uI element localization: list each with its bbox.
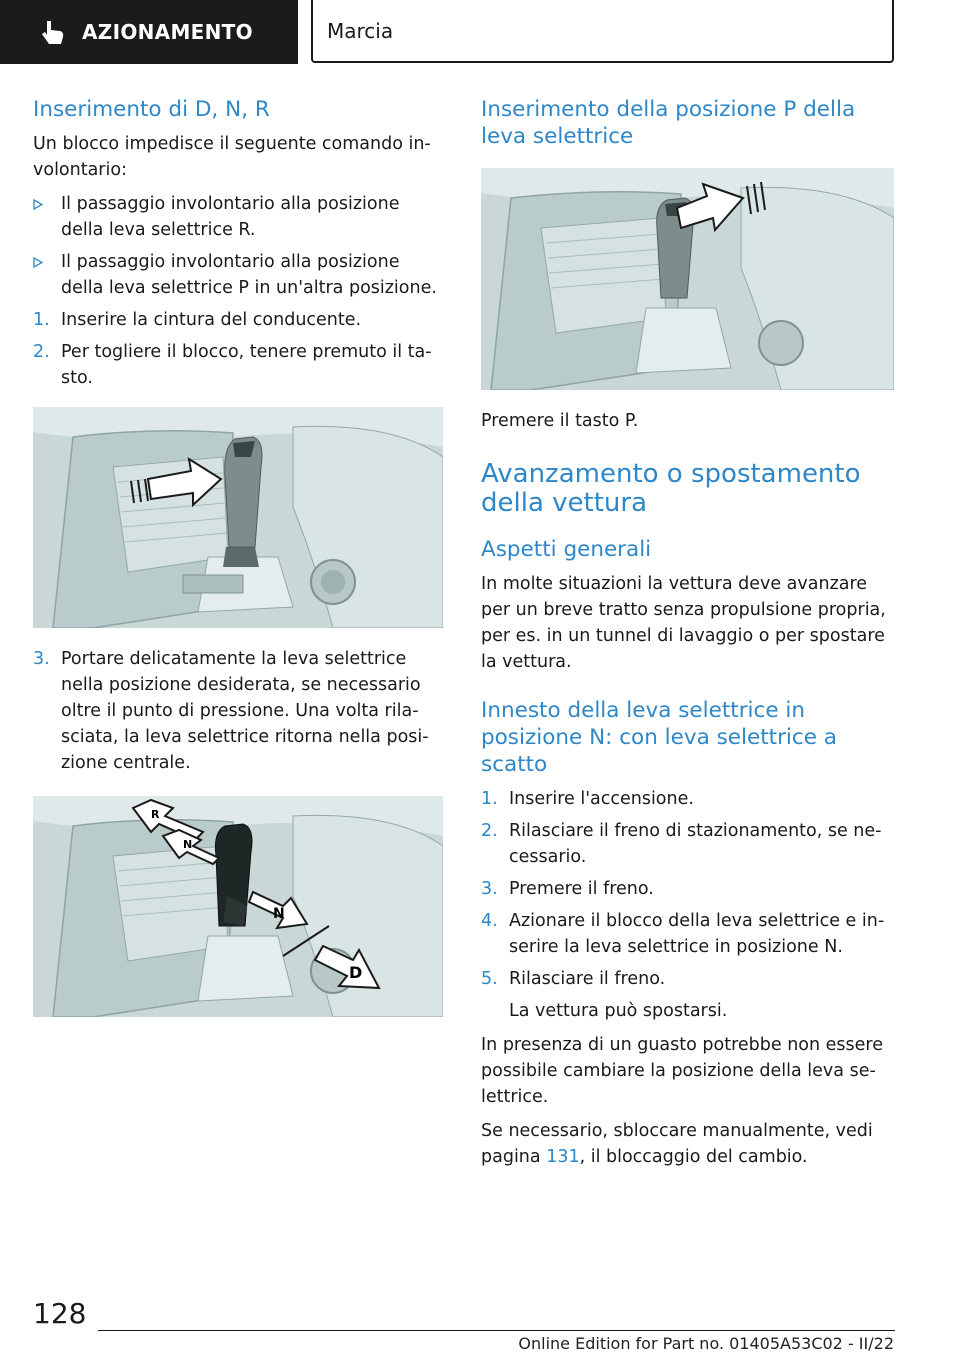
figure-button-p <box>481 168 894 390</box>
triangle-bullet-icon <box>33 249 61 301</box>
page-number: 128 <box>33 1297 87 1330</box>
list-item <box>33 249 443 301</box>
triangle-bullet-icon <box>33 191 61 243</box>
label-n-up: N <box>183 838 193 851</box>
left-column <box>33 96 443 1035</box>
heading-vehicle-moving: Avanzamento o spostamento della vettura <box>481 459 861 518</box>
label-d: D <box>349 963 363 982</box>
step-item <box>481 786 894 812</box>
manual-text-post: , il bloccaggio del cambio. <box>579 1147 808 1167</box>
page-link[interactable]: 131 <box>546 1147 580 1167</box>
header-section-tab <box>0 0 298 64</box>
heading-dnr: Inserimento di D, N, R <box>33 97 270 122</box>
step-number: 3. <box>33 649 50 669</box>
section-title: AZIONAMENTO <box>82 20 253 44</box>
step-text: Inserire la cintura del conducente. <box>61 310 362 330</box>
step-text: Azionare il blocco della leva selettrice e in-serire la leva selettrice in posizione N. <box>509 911 885 957</box>
chapter-title: Marcia <box>327 18 394 43</box>
step-sub-text: La vettura può spostarsi. <box>509 1001 728 1021</box>
footer-edition: Online Edition for Part no. 01405A53C02 - II/22 <box>518 1334 894 1353</box>
caption-press-p: Premere il tasto P. <box>481 411 639 431</box>
step-text: Inserire l'accensione. <box>509 789 694 809</box>
heading-engage-n: Innesto della leva selettrice in posizione N: con leva selettrice a scatto <box>481 698 837 777</box>
right-column <box>481 96 894 1178</box>
step-item <box>33 646 443 776</box>
step-text: Premere il freno. <box>509 879 654 899</box>
step-number: 2. <box>481 821 498 841</box>
hand-pointer-icon <box>38 17 68 47</box>
step-text: Rilasciare il freno di stazionamento, se ne-cessario. <box>509 821 882 867</box>
step-text: Rilasciare il freno. <box>509 969 666 989</box>
header-chapter-box <box>311 0 894 63</box>
step-number: 3. <box>481 879 498 899</box>
fault-text: In presenza di un guasto potrebbe non essere possibile cambiare la posizione della leva se-lettrice. <box>481 1035 883 1107</box>
step-item <box>33 339 443 391</box>
step-item <box>481 966 894 992</box>
step-text: Portare delicatamente la leva selettrice nella posizione desiderata, se necessario oltre il punto di pressione. Una volta rila-sciata, la leva selettrice ritorna nella posi-zione centrale. <box>61 649 429 773</box>
manual-text-pre: Se necessario, sbloccare manualmente, vedi pagina <box>481 1121 873 1167</box>
step-number: 2. <box>33 342 50 362</box>
bullet-text: Il passaggio involontario alla posizione della leva selettrice P in un'altra posizione. <box>61 252 437 298</box>
label-r: R <box>151 808 160 821</box>
manual-unlock-text <box>481 1118 894 1170</box>
figure-selector-positions <box>33 796 443 1017</box>
step-item <box>481 818 894 870</box>
heading-position-p: Inserimento della posizione P della leva selettrice <box>481 97 856 149</box>
step-item <box>33 307 443 333</box>
figure-selector-lever-unlock <box>33 407 443 628</box>
heading-general: Aspetti generali <box>481 537 652 562</box>
list-item <box>33 191 443 243</box>
step-number: 1. <box>481 789 498 809</box>
step-item <box>481 876 894 902</box>
intro-text: Un blocco impedisce il seguente comando in-volontario: <box>33 134 431 180</box>
footer-divider <box>98 1330 895 1331</box>
step-number: 1. <box>33 310 50 330</box>
step-item <box>481 908 894 960</box>
step-number: 5. <box>481 969 498 989</box>
general-text: In molte situazioni la vettura deve avanzare per un breve tratto senza propulsione propria, per es. in un tunnel di lavaggio o per spostare la vettura. <box>481 574 886 672</box>
step-number: 4. <box>481 911 498 931</box>
step-text: Per togliere il blocco, tenere premuto il ta-sto. <box>61 342 432 388</box>
label-n-down: N <box>273 906 285 922</box>
bullet-text: Il passaggio involontario alla posizione della leva selettrice R. <box>61 194 400 240</box>
